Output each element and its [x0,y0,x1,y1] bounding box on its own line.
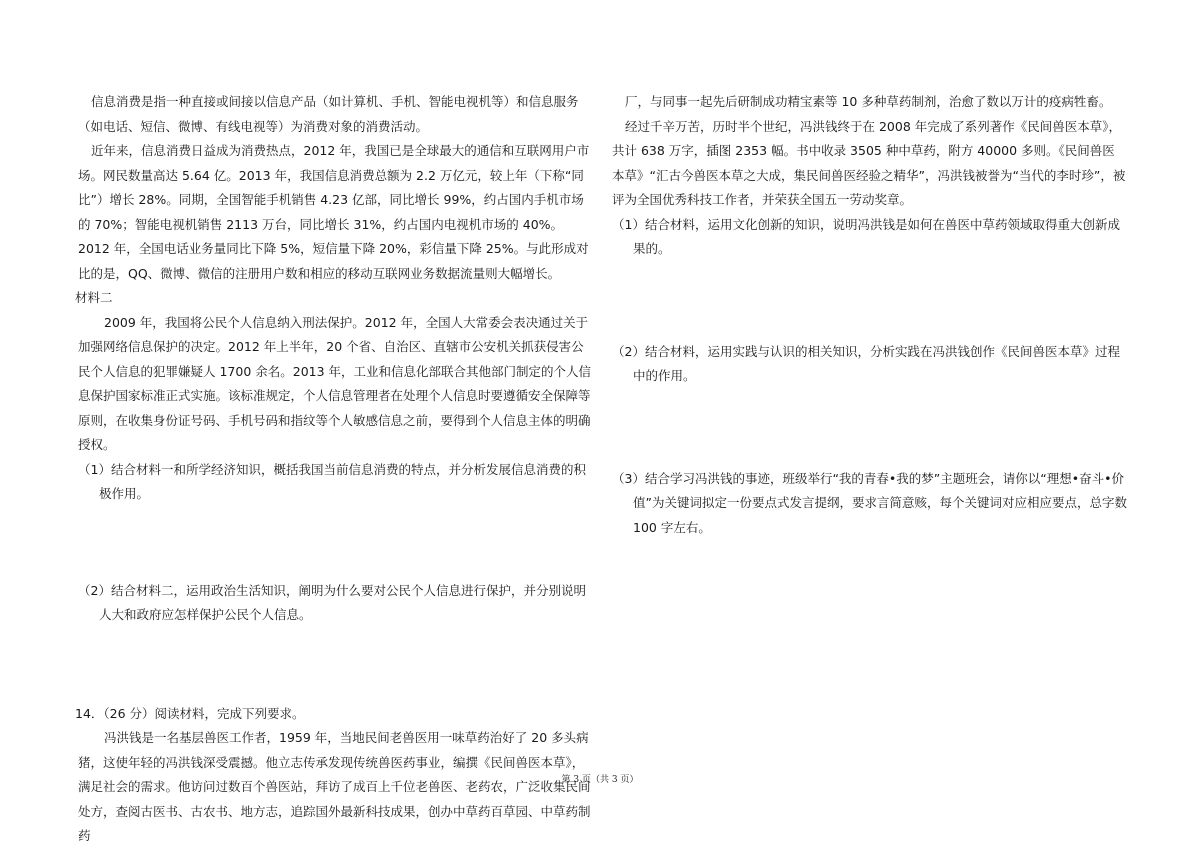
material-one-definition: 信息消费是指一种直接或间接以信息产品（如计算机、手机、智能电视机等）和信息服务（如电话、短信、微博、有线电视等）为消费对象的消费活动。 [78,94,579,134]
question-14-3: （3）结合学习冯洪钱的事迹，班级举行“我的青春•我的梦”主题班会，请你以“理想•奋斗•价值”为关键词拟定一份要点式发言提纲，要求言简意赅，每个关键词对应相应要点，总字数 100 字左右。 [612,470,1127,535]
right-column [612,90,1127,540]
question-14-1: （1）结合材料，运用文化创新的知识，说明冯洪钱是如何在兽医中草药领域取得重大创新成果的。 [612,216,1120,256]
question-14-heading: 14．（26 分）阅读材料，完成下列要求。 [75,705,305,721]
question-14-material-cont: 厂，与同事一起先后研制成功精宝素等 10 多种草药制剂，治愈了数以万计的疫病牲畜。 [625,94,1112,109]
question-13-1: （1）结合材料一和所学经济知识，概括我国当前信息消费的特点，并分析发展信息消费的积极作用。 [78,461,586,501]
left-column [75,90,593,849]
material-one-statistics: 近年来，信息消费日益成为消费热点，2012 年，我国已是全球最大的通信和互联网用户市场。网民数量高达 5.64 亿。2013 年，我国信息消费总额为 2.2 万亿元，较上年（下称“同比”）增长 28%。同期，全国智能手机销售 4.23 亿部，同比增长 99%，约占国内手机市场的 70%；智能电视机销售 2113 万台，同比增长 31%，约占国内电视机市场的 40%。2012 年，全国电话业务量同比下降 5%，短信量下降 20%，彩信量下降 25%。与此形成对比的是，QQ、微博、微信的注册用户数和相应的移动互联网业务数据流量则大幅增长。 [78,143,590,281]
question-13-2: （2）结合材料二，运用政治生活知识，阐明为什么要对公民个人信息进行保护，并分别说明人大和政府应怎样保护公民个人信息。 [78,582,586,622]
material-two-label: 材料二 [75,290,113,305]
question-14-material-achievement: 经过千辛万苦，历时半个世纪，冯洪钱终于在 2008 年完成了系列著作《民间兽医本草》，共计 638 万字，插图 2353 幅。书中收录 3505 种中草药，附方 40000 多则。《民间兽医本草》“汇古今兽医本草之大成，集民间兽医经验之精华”，冯洪钱被誉为“当代的李时珍”，被评为全国优秀科技工作者，并荣获全国五一劳动奖章。 [612,118,1126,207]
question-14-material-start: 冯洪钱是一名基层兽医工作者，1959 年，当地民间老兽医用一味草药治好了 20 多头病猪，这使年轻的冯洪钱深受震撼。他立志传承发现传统兽医药事业，编撰《民间兽医本草》，满足社会的需求。他访问过数百个兽医站，拜访了成百上千位老兽医、老药农，广泛收集民间处方，查阅古医书、古农书、地方志，追踪国外最新科技成果，创办中草药百草园、中草药制药 [78,730,591,843]
material-two-text: 2009 年，我国将公民个人信息纳入刑法保护。2012 年，全国人大常委会表决通过关于加强网络信息保护的决定。2012 年上半年，20 个省、自治区、直辖市公安机关抓获侵害公民个人信息的犯罪嫌疑人 1700 余名。2013 年，工业和信息化部联合其他部门制定的个人信息保护国家标准正式实施。该标准规定，个人信息管理者在处理个人信息时要遵循安全保障等原则，在收集身份证号码、手机号码和指纹等个人敏感信息之前，要得到个人信息主体的明确授权。 [78,314,592,452]
question-14-2: （2）结合材料，运用实践与认识的相关知识，分析实践在冯洪钱创作《民间兽医本草》过程中的作用。 [612,343,1120,383]
page-footer: 第 3 页（共 3 页） [561,775,639,785]
